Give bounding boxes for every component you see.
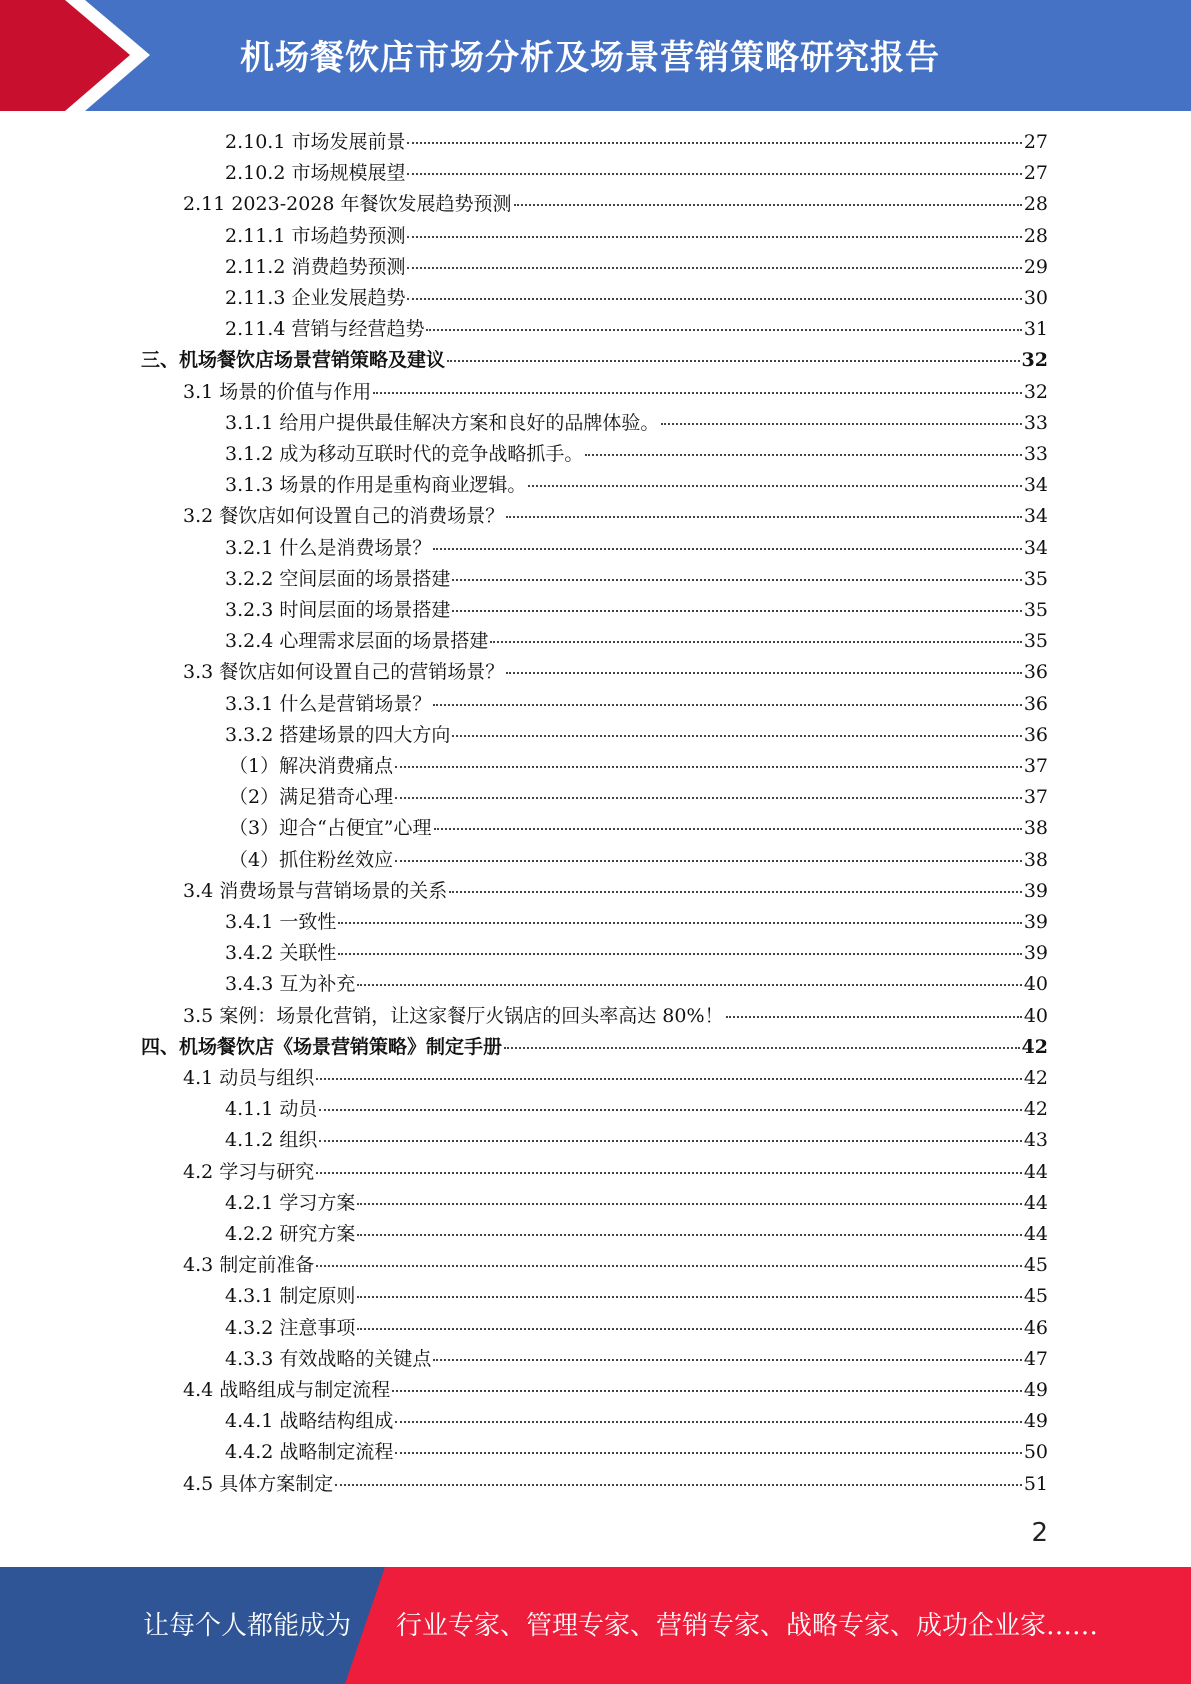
toc-entry[interactable] [141, 1032, 1048, 1063]
toc-leader-dots [373, 392, 1022, 394]
toc-entry[interactable] [225, 1219, 1048, 1250]
toc-entry-title: 2.11.2 消费趋势预测 [225, 255, 406, 278]
toc-leader-dots [392, 1390, 1022, 1392]
toc-entry[interactable] [225, 1281, 1048, 1312]
toc-leader-dots [434, 828, 1022, 830]
toc-entry[interactable] [225, 158, 1048, 189]
toc-entry-title: 4.3.1 制定原则 [225, 1285, 356, 1308]
toc-leader-dots [452, 735, 1021, 737]
toc-entry-page: 35 [1023, 630, 1048, 653]
toc-leader-dots [357, 1296, 1021, 1298]
toc-entry-page: 43 [1023, 1129, 1048, 1152]
toc-entry-title: 四、机场餐饮店《场景营销策略》制定手册 [141, 1035, 503, 1058]
toc-entry-title: 4.4.1 战略结构组成 [225, 1410, 394, 1433]
toc-leader-dots [395, 1452, 1021, 1454]
toc-entry[interactable] [225, 408, 1048, 439]
toc-entry-title: 3.4.2 关联性 [225, 942, 337, 965]
toc-entry[interactable] [183, 377, 1048, 408]
toc-entry-title: 4.2 学习与研究 [183, 1160, 315, 1183]
toc-entry-title: （2）满足猎奇心理 [229, 786, 394, 809]
toc-leader-dots [585, 454, 1021, 456]
toc-leader-dots [407, 173, 1021, 175]
toc-leader-dots [528, 485, 1021, 487]
toc-entry[interactable] [229, 813, 1048, 844]
toc-entry-title: 3.1.3 场景的作用是重构商业逻辑。 [225, 474, 527, 497]
toc-leader-dots [506, 516, 1022, 518]
toc-entry-page: 34 [1023, 505, 1048, 528]
toc-entry-page: 51 [1023, 1472, 1048, 1495]
toc-entry-title: （3）迎合“占便宜”心理 [229, 817, 432, 840]
toc-entry[interactable] [225, 252, 1048, 283]
toc-leader-dots [506, 672, 1022, 674]
toc-leader-dots [514, 204, 1022, 206]
toc-leader-dots [338, 953, 1021, 955]
toc-leader-dots [316, 1078, 1022, 1080]
toc-entry[interactable] [225, 1094, 1048, 1125]
toc-entry-page: 50 [1023, 1441, 1048, 1464]
toc-entry-page: 39 [1023, 879, 1048, 902]
toc-leader-dots [357, 984, 1021, 986]
toc-leader-dots [357, 1203, 1021, 1205]
toc-entry[interactable] [183, 876, 1048, 907]
toc-entry-title: 3.2.1 什么是消费场景？ [225, 536, 432, 559]
toc-leader-dots [395, 797, 1022, 799]
toc-leader-dots [433, 1359, 1021, 1361]
toc-leader-dots [433, 548, 1021, 550]
toc-leader-dots [407, 236, 1021, 238]
toc-entry-page: 31 [1023, 318, 1048, 341]
toc-entry[interactable] [225, 439, 1048, 470]
toc-entry-title: 4.5 具体方案制定 [183, 1472, 334, 1495]
toc-entry-page: 36 [1023, 692, 1048, 715]
toc-entry-title: 3.2.3 时间层面的场景搭建 [225, 599, 451, 621]
toc-entry-title: 4.4.2 战略制定流程 [225, 1441, 394, 1464]
toc-entry-page: 36 [1023, 661, 1048, 684]
toc-entry-title: 3.2.4 心理需求层面的场景搭建 [225, 630, 489, 653]
toc-entry-page: 32 [1023, 380, 1048, 403]
toc-entry-title: 3.2 餐饮店如何设置自己的消费场景？ [183, 505, 505, 528]
toc-leader-dots [319, 1140, 1021, 1142]
toc-entry-page: 36 [1023, 723, 1048, 746]
toc-entry[interactable] [225, 470, 1048, 501]
toc-entry-page: 29 [1023, 255, 1048, 278]
toc-entry-title: 3.3.1 什么是营销场景？ [225, 692, 432, 715]
toc-entry[interactable] [141, 345, 1048, 376]
toc-entry-page: 39 [1023, 911, 1048, 933]
toc-entry-page: 33 [1023, 411, 1048, 434]
toc-entry[interactable] [183, 1375, 1048, 1406]
toc-entry[interactable] [225, 1125, 1048, 1156]
toc-entry[interactable] [225, 689, 1048, 720]
toc-leader-dots [395, 766, 1022, 768]
toc-entry-page: 39 [1023, 942, 1048, 965]
toc-entry[interactable] [225, 1313, 1048, 1344]
toc-entry-page: 28 [1023, 224, 1048, 247]
toc-leader-dots [319, 1109, 1021, 1111]
toc-entry[interactable] [225, 907, 1048, 938]
toc-entry-page: 33 [1023, 443, 1048, 465]
toc-entry-page: 47 [1023, 1347, 1048, 1370]
page-footer [0, 1567, 1191, 1684]
toc-entry-page: 45 [1023, 1254, 1048, 1277]
toc-entry-title: 2.11.4 营销与经营趋势 [225, 318, 425, 341]
toc-entry-title: 4.3.3 有效战略的关键点 [225, 1347, 432, 1370]
toc-entry[interactable] [229, 845, 1048, 876]
toc-entry-title: 3.5 案例：场景化营销，让这家餐厅火锅店的回头率高达 80%！ [183, 1004, 724, 1027]
toc-leader-dots [395, 1421, 1021, 1423]
toc-entry[interactable] [225, 283, 1048, 314]
toc-entry[interactable] [225, 938, 1048, 969]
toc-entry[interactable] [229, 782, 1048, 813]
toc-entry-title: 3.4.3 互为补充 [225, 973, 356, 996]
toc-entry-page: 40 [1023, 973, 1048, 996]
toc-entry[interactable] [225, 1344, 1048, 1375]
toc-entry-page: 34 [1023, 536, 1048, 559]
toc-entry-page: 42 [1023, 1067, 1048, 1089]
toc-entry[interactable] [183, 1469, 1048, 1500]
toc-entry-title: 3.3 餐饮店如何设置自己的营销场景？ [183, 661, 505, 684]
toc-entry[interactable] [225, 595, 1048, 626]
toc-leader-dots [452, 610, 1021, 612]
toc-leader-dots [433, 704, 1021, 706]
toc-entry[interactable] [225, 1437, 1048, 1468]
toc-entry-title: 3.1.1 给用户提供最佳解决方案和良好的品牌体验。 [225, 411, 660, 434]
toc-leader-dots [335, 1484, 1022, 1486]
toc-entry-title: （4）抓住粉丝效应 [229, 848, 394, 871]
toc-leader-dots [316, 1172, 1022, 1174]
toc-entry-title: 4.1 动员与组织 [183, 1067, 315, 1089]
footer-slogan-right: 行业专家、管理专家、营销专家、战略专家、成功企业家…… [396, 1611, 1099, 1641]
toc-entry[interactable] [183, 1157, 1048, 1188]
toc-leader-dots [447, 360, 1020, 362]
toc-entry-title: 4.2.2 研究方案 [225, 1223, 356, 1245]
toc-entry-page: 34 [1023, 474, 1048, 497]
toc-entry-page: 35 [1023, 567, 1048, 590]
toc-entry-page: 42 [1021, 1035, 1048, 1058]
toc-entry-page: 45 [1023, 1285, 1048, 1308]
toc-entry-page: 38 [1023, 848, 1048, 871]
toc-leader-dots [426, 329, 1021, 331]
toc-entry-title: 2.10.2 市场规模展望 [225, 162, 406, 185]
page-number: 2 [1031, 1518, 1048, 1548]
toc-entry-title: 4.1.2 组织 [225, 1129, 318, 1152]
toc-entry-page: 44 [1023, 1191, 1048, 1214]
toc-entry-page: 30 [1023, 287, 1048, 309]
toc-leader-dots [395, 860, 1022, 862]
report-title: 机场餐饮店市场分析及场景营销策略研究报告 [240, 38, 940, 78]
toc-entry-page: 37 [1023, 755, 1048, 777]
toc-entry[interactable] [225, 127, 1048, 158]
toc-leader-dots [357, 1234, 1021, 1236]
toc-entry-title: 4.2.1 学习方案 [225, 1191, 356, 1214]
toc-entry-page: 27 [1023, 131, 1048, 153]
toc-entry-page: 40 [1023, 1004, 1048, 1027]
toc-entry[interactable] [183, 657, 1048, 688]
footer-slogan-left: 让每个人都能成为 [143, 1611, 352, 1641]
toc-leader-dots [357, 1328, 1021, 1330]
toc-entry-title: 3.4 消费场景与营销场景的关系 [183, 879, 448, 902]
toc-entry-page: 27 [1023, 162, 1048, 185]
toc-entry-title: 2.11 2023-2028 年餐饮发展趋势预测 [183, 193, 512, 216]
toc-entry-page: 32 [1021, 349, 1048, 372]
toc-entry-title: 三、机场餐饮店场景营销策略及建议 [141, 349, 446, 372]
toc-entry-title: 4.3 制定前准备 [183, 1254, 315, 1277]
toc-entry-title: 3.1 场景的价值与作用 [183, 380, 372, 403]
toc-leader-dots [504, 1047, 1020, 1049]
toc-leader-dots [452, 579, 1021, 581]
toc-leader-dots [661, 423, 1021, 425]
toc-leader-dots [490, 641, 1021, 643]
toc-entry[interactable] [225, 314, 1048, 345]
toc-entry-title: （1）解决消费痛点 [229, 755, 394, 777]
toc-leader-dots [407, 267, 1021, 269]
toc-leader-dots [316, 1265, 1022, 1267]
toc-entry-title: 2.11.3 企业发展趋势 [225, 287, 406, 309]
toc-entry-title: 3.4.1 一致性 [225, 911, 337, 933]
toc-leader-dots [407, 142, 1021, 144]
toc-entry-title: 4.4 战略组成与制定流程 [183, 1379, 391, 1401]
toc-entry-page: 44 [1023, 1223, 1048, 1245]
toc-entry-page: 42 [1023, 1098, 1048, 1121]
toc-leader-dots [449, 891, 1022, 893]
toc-entry[interactable] [225, 626, 1048, 657]
toc-entry-page: 44 [1023, 1160, 1048, 1183]
toc-entry[interactable] [225, 720, 1048, 751]
toc-entry[interactable] [225, 969, 1048, 1000]
toc-entry[interactable] [225, 1188, 1048, 1219]
toc-entry[interactable] [225, 564, 1048, 595]
toc-entry-page: 28 [1023, 193, 1048, 216]
toc-entry-page: 49 [1023, 1379, 1048, 1401]
toc-entry-page: 35 [1023, 599, 1048, 621]
toc-entry-page: 46 [1023, 1316, 1048, 1339]
toc-entry[interactable] [229, 751, 1048, 782]
toc-entry[interactable] [225, 533, 1048, 564]
toc-entry[interactable] [183, 501, 1048, 532]
toc-entry[interactable] [183, 1063, 1048, 1094]
toc-entry[interactable] [183, 1250, 1048, 1281]
toc-entry[interactable] [225, 221, 1048, 252]
toc-entry-title: 3.2.2 空间层面的场景搭建 [225, 567, 451, 590]
toc-entry[interactable] [225, 1406, 1048, 1437]
toc-leader-dots [407, 298, 1021, 300]
toc-leader-dots [338, 922, 1021, 924]
toc-entry[interactable] [183, 1001, 1048, 1032]
toc-entry-title: 3.1.2 成为移动互联时代的竞争战略抓手。 [225, 443, 584, 465]
toc-entry[interactable] [183, 189, 1048, 220]
toc-entry-page: 37 [1023, 786, 1048, 809]
toc-entry-title: 2.10.1 市场发展前景 [225, 131, 406, 153]
toc-entry-title: 3.3.2 搭建场景的四大方向 [225, 723, 451, 746]
toc-entry-title: 4.3.2 注意事项 [225, 1316, 356, 1339]
page-header [0, 0, 1191, 111]
toc-entry-title: 4.1.1 动员 [225, 1098, 318, 1121]
toc-entry-title: 2.11.1 市场趋势预测 [225, 224, 406, 247]
toc-entry-page: 38 [1023, 817, 1048, 840]
toc-entry-page: 49 [1023, 1410, 1048, 1433]
toc-leader-dots [726, 1016, 1022, 1018]
